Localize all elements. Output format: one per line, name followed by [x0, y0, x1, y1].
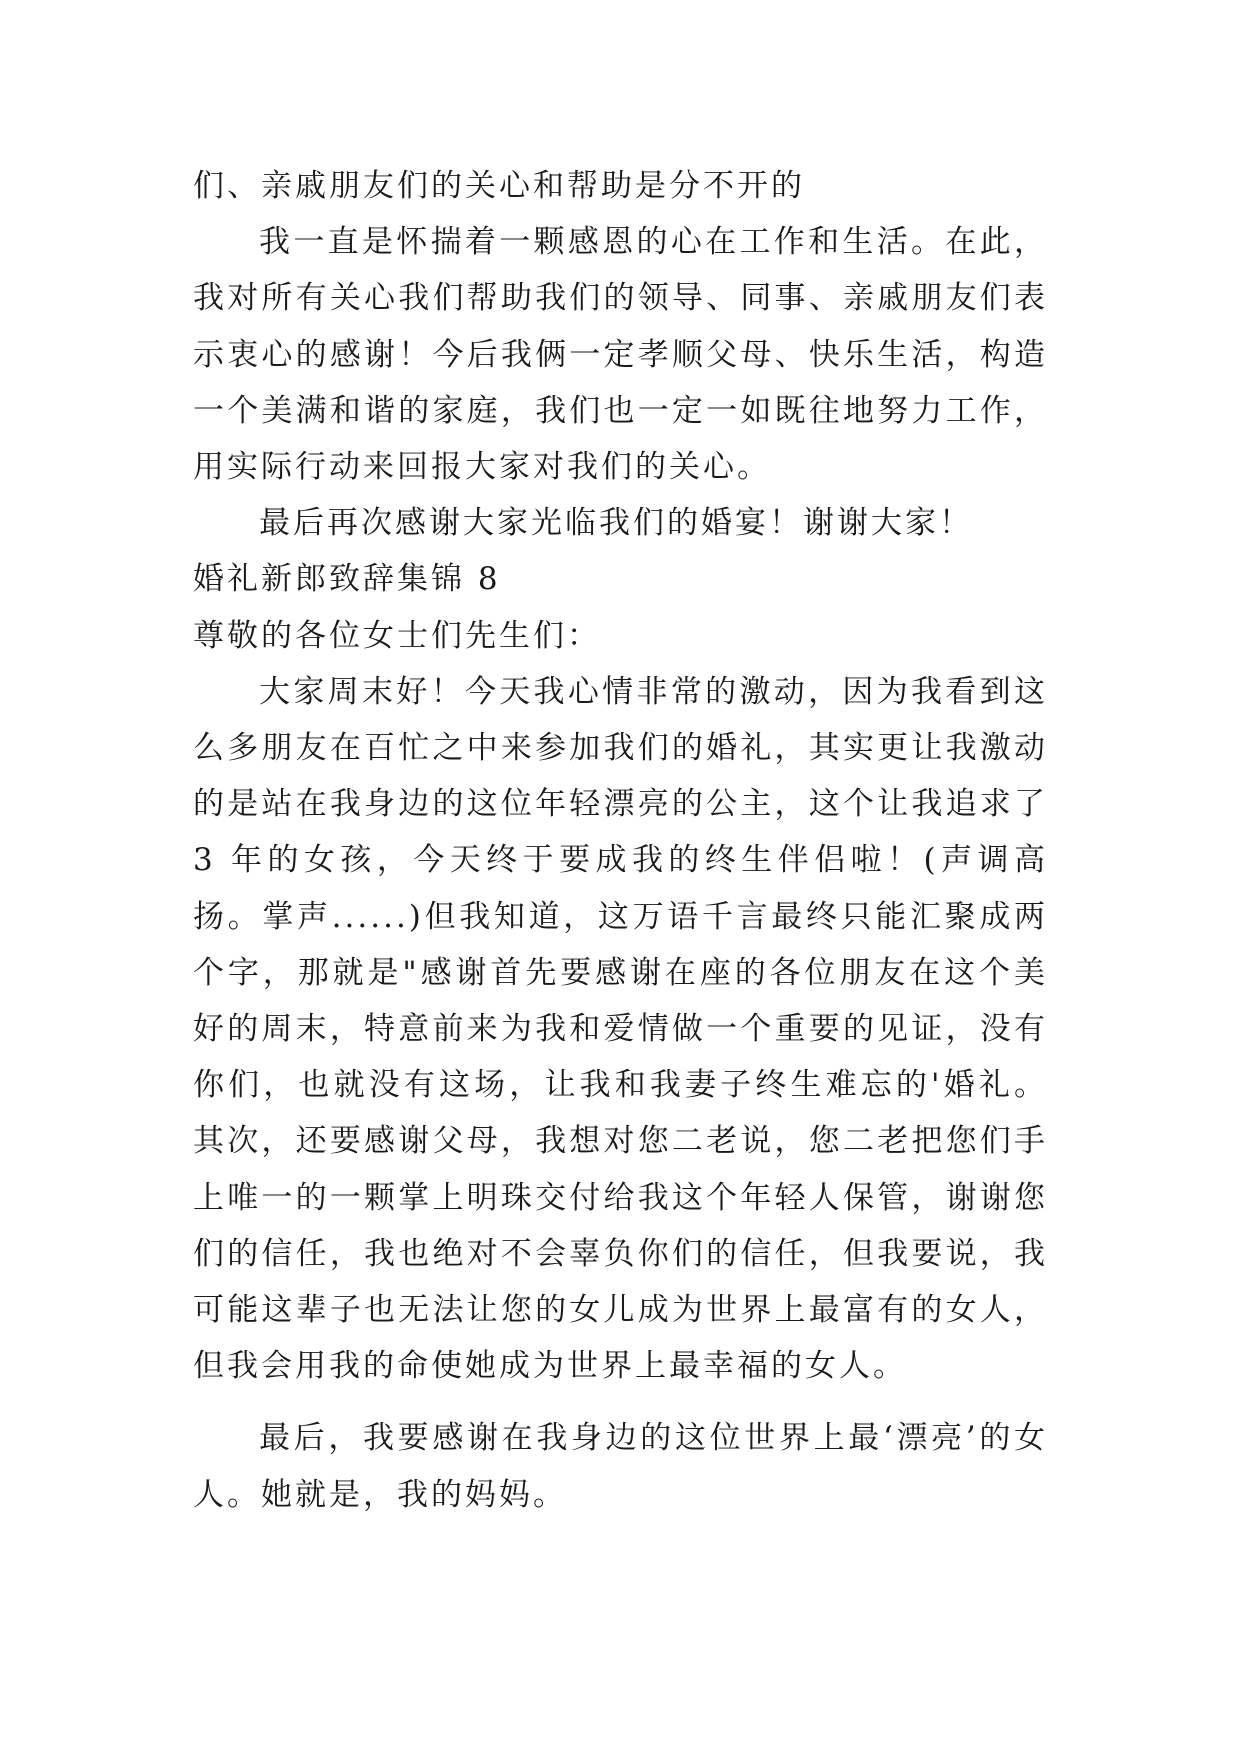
- paragraph-final: 最后，我要感谢在我身边的这位世界上最‘漂亮’的女人。她就是，我的妈妈。: [193, 1420, 1048, 1513]
- paragraph-gratitude: 我一直是怀揣着一颗感恩的心在工作和生活。在此，我对所有关心我们帮助我们的领导、同事、亲戚朋友们表示衷心的感谢！今后我俩一定孝顺父母、快乐生活，构造一个美满和谐的家庭，我们也一定一如既往地努力工作，用实际行动来回报大家对我们的关心。: [193, 224, 1048, 486]
- paragraph-speech-body: 大家周末好！今天我心情非常的激动，因为我看到这么多朋友在百忙之中来参加我们的婚礼，其实更让我激动的是站在我身边的这位年轻漂亮的公主，这个让我追求了 3 年的女孩，今天终于要成我的终生伴侣啦！(声调高扬。掌声......)但我知道，这万语千言最终只能汇聚成两个字，那就是"感谢首先要感谢在座的各位朋友在这个美好的周末，特意前来为我和爱情做一个重要的见证，没有你们，也就没有这场，让我和我妻子终生难忘的'婚礼。其次，还要感谢父母，我想对您二老说，您二老把您们手上唯一的一颗掌上明珠交付给我这个年轻人保管，谢谢您们的信任，我也绝对不会辜负你们的信任，但我要说，我可能这辈子也无法让您的女儿成为世界上最富有的女人，但我会用我的命使她成为世界上最幸福的女人。: [193, 673, 1048, 1385]
- paragraph-continuation: 们、亲戚朋友们的关心和帮助是分不开的: [193, 168, 805, 204]
- salutation: 尊敬的各位女士们先生们：: [193, 617, 601, 654]
- section-heading: 婚礼新郎致辞集锦 8: [193, 561, 501, 598]
- paragraph-closing-thanks: 最后再次感谢大家光临我们的婚宴！谢谢大家！: [259, 505, 973, 542]
- document-body: [193, 158, 1048, 1523]
